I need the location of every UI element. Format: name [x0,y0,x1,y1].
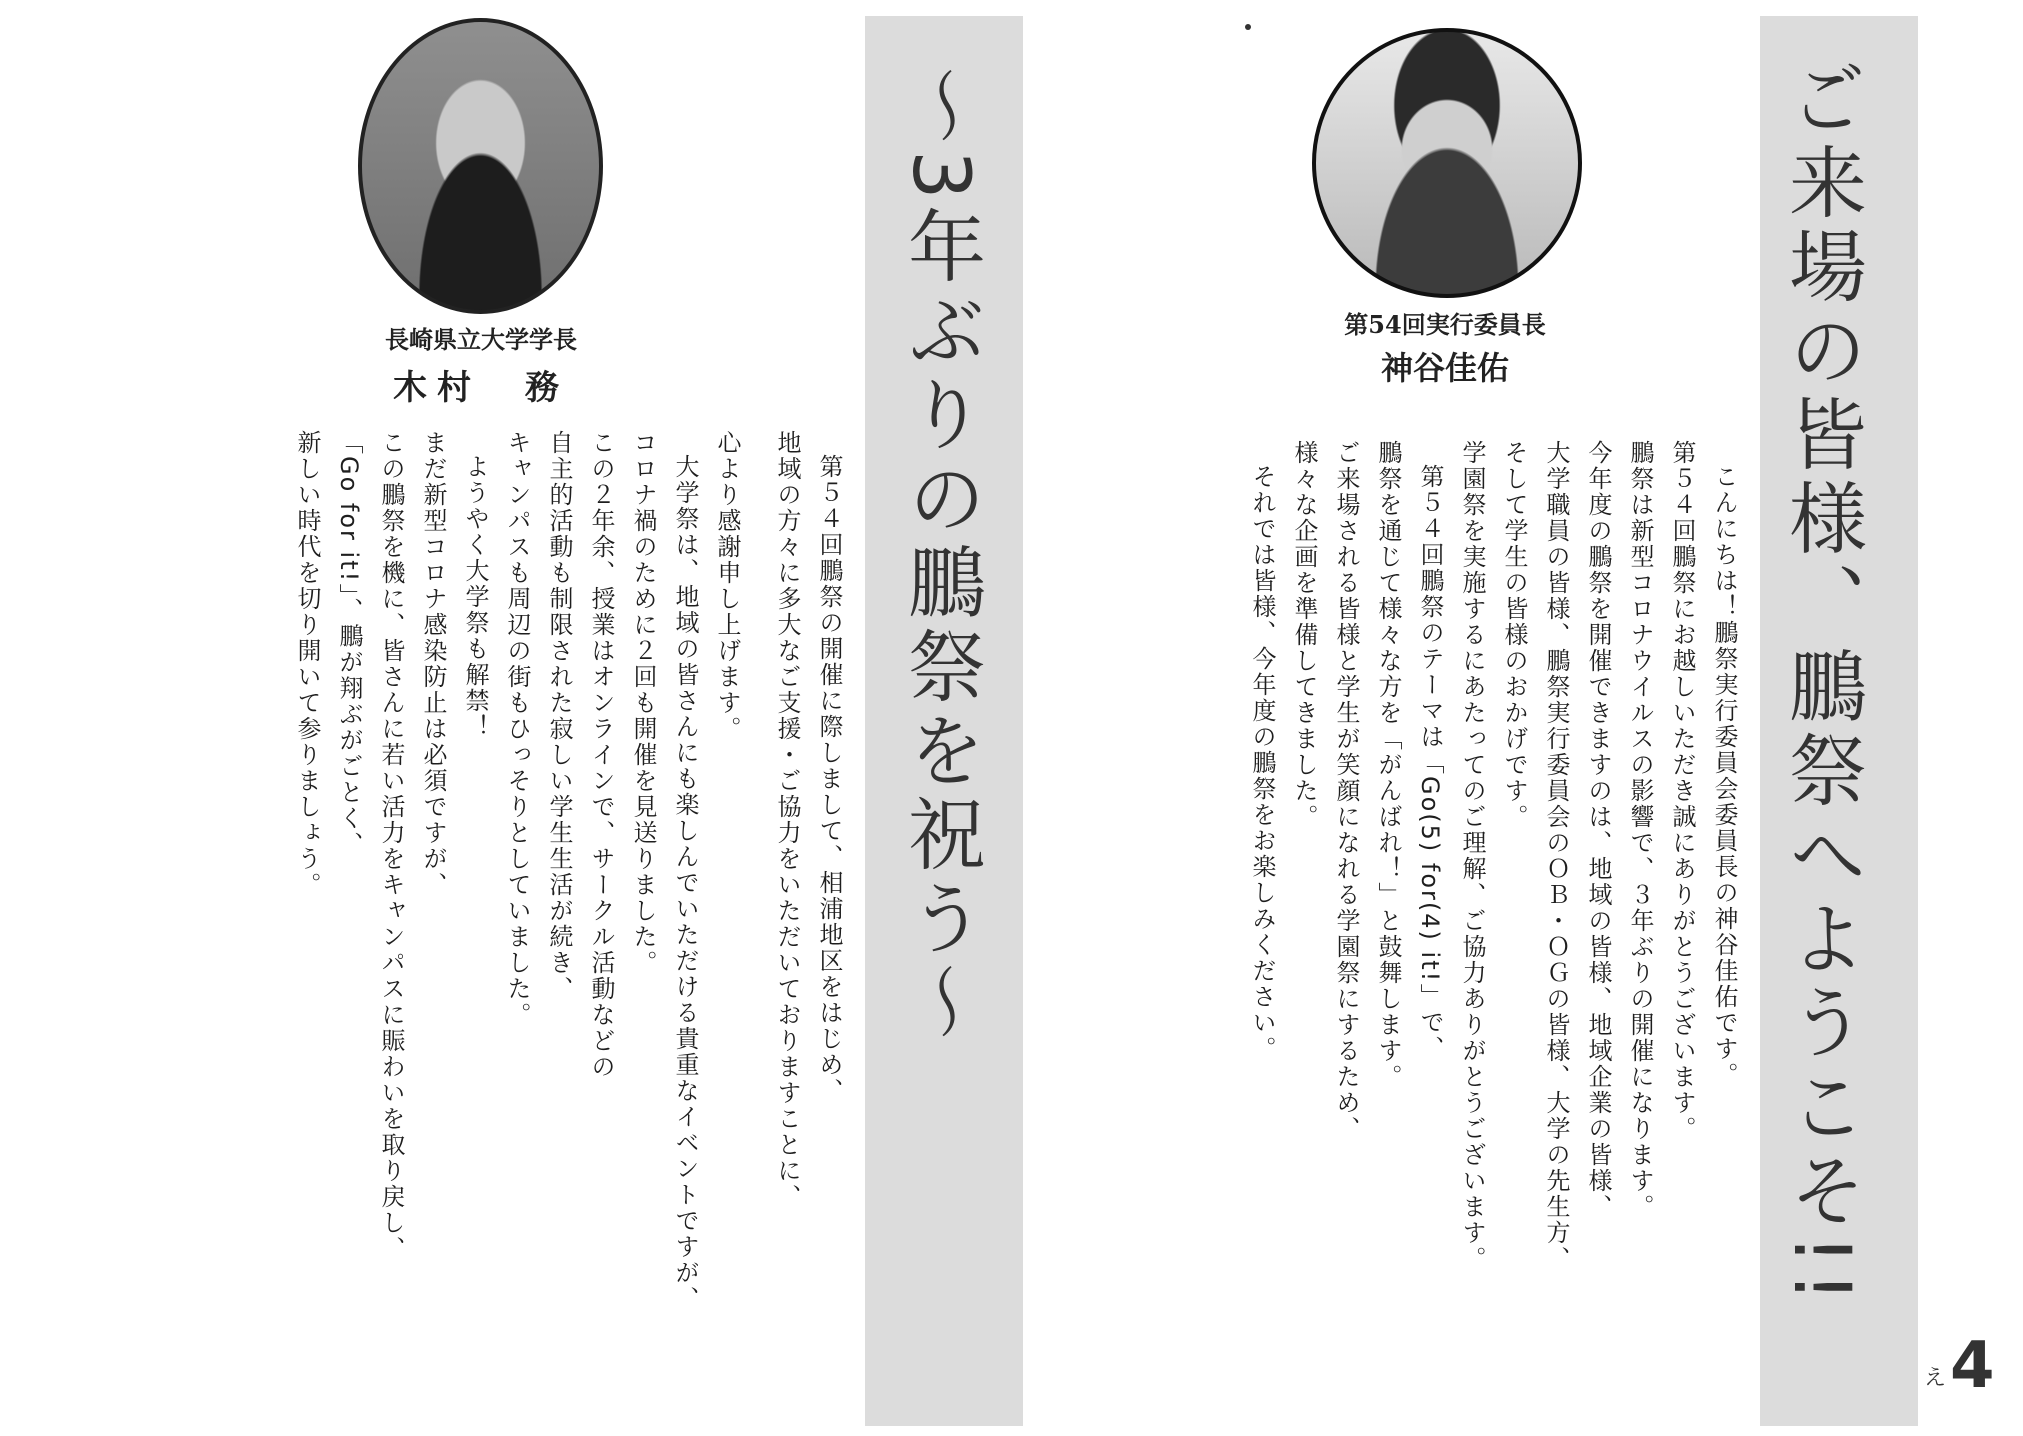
page-number-prefix: え [1924,1366,1947,1391]
right-paragraph: 様々な企画を準備してきました。 [1290,440,1318,830]
kimura-caption-title: 長崎県立大学学長 [385,325,577,354]
right-paragraph: 鵬祭を通じて様々な方を「がんばれ！」と鼓舞します。 [1374,440,1402,1090]
left-paragraph: キャンパスも周辺の街もひっそりとしていました。 [503,430,531,1028]
right-paragraph: それでは皆様、今年度の鵬祭をお楽しみください。 [1248,464,1276,1062]
right-paragraph: こんにちは！鵬祭実行委員会委員長の神谷佳佑です。 [1710,464,1738,1088]
left-paragraph: コロナ禍のために２回も開催を見送りました。 [629,430,657,976]
left-paragraph: 第５４回鵬祭の開催に際しまして、相浦地区をはじめ、 [815,454,843,1104]
right-paragraph: 学園祭を実施するにあたってのご理解、ご協力ありがとうございます。 [1458,440,1486,1272]
right-paragraph: ご来場される皆様と学生が笑顔になれる学園祭にするため、 [1332,440,1360,1142]
portrait-kimura-photo [358,18,603,314]
kamiya-caption-name: 神谷佳佑 [1380,349,1509,387]
left-paragraph: この鵬祭を機に、皆さんに若い活力をキャンパスに賑わいを取り戻し、 [377,430,405,1262]
left-paragraph: 自主的活動も制限された寂しい学生生活が続き、 [545,430,573,1002]
right-paragraph: 第５４回鵬祭にお越しいただき誠にありがとうございます。 [1668,440,1696,1142]
left-article-title: ～3年ぶりの鵬祭を祝う～ [895,66,985,1046]
left-paragraph: 心より感謝申し上げます。 [713,430,741,742]
left-paragraph: まだ新型コロナ感染防止は必須ですが、 [419,430,447,898]
right-article-title: ご来場の皆様、鵬祭へようこそ!! [1776,58,1866,1309]
kamiya-caption-title: 第54回実行委員長 [1344,310,1546,339]
right-paragraph: 第５４回鵬祭のテーマは「Go(5) for(4) it!」で、 [1416,464,1444,1062]
kimura-caption-name: 木村 務 [393,368,569,408]
speck-mark [1245,24,1251,30]
left-paragraph: 新しい時代を切り開いて参りましょう。 [293,430,321,898]
left-paragraph: 大学祭は、地域の皆さんにも楽しんでいただける貴重なイベントですが、 [671,454,699,1312]
page-number [1924,1318,2014,1403]
right-paragraph: 今年度の鵬祭を開催できますのは、地域の皆様、地域企業の皆様、 [1584,440,1612,1220]
right-paragraph: 鵬祭は新型コロナウイルスの影響で、３年ぶりの開催になります。 [1626,440,1654,1220]
right-article-body [1065,440,1745,1390]
left-paragraph: 地域の方々に多大なご支援・ご協力をいただいておりますことに、 [773,430,801,1210]
left-paragraph: ようやく大学祭も解禁！ [461,454,489,740]
right-paragraph: 大学職員の皆様、鵬祭実行委員会のＯＢ・ＯＧの皆様、大学の先生方、 [1542,440,1570,1272]
portrait-kamiya-photo [1312,28,1582,298]
left-paragraph: 「Go for it!」、鵬が翔ぶがごとく、 [335,430,363,858]
page-number-value: 4 [1950,1329,1995,1403]
left-paragraph: この２年余、授業はオンラインで、サークル活動などの [587,430,615,1080]
right-paragraph: そして学生の皆様のおかげです。 [1500,440,1528,830]
left-article-body [100,430,850,1390]
